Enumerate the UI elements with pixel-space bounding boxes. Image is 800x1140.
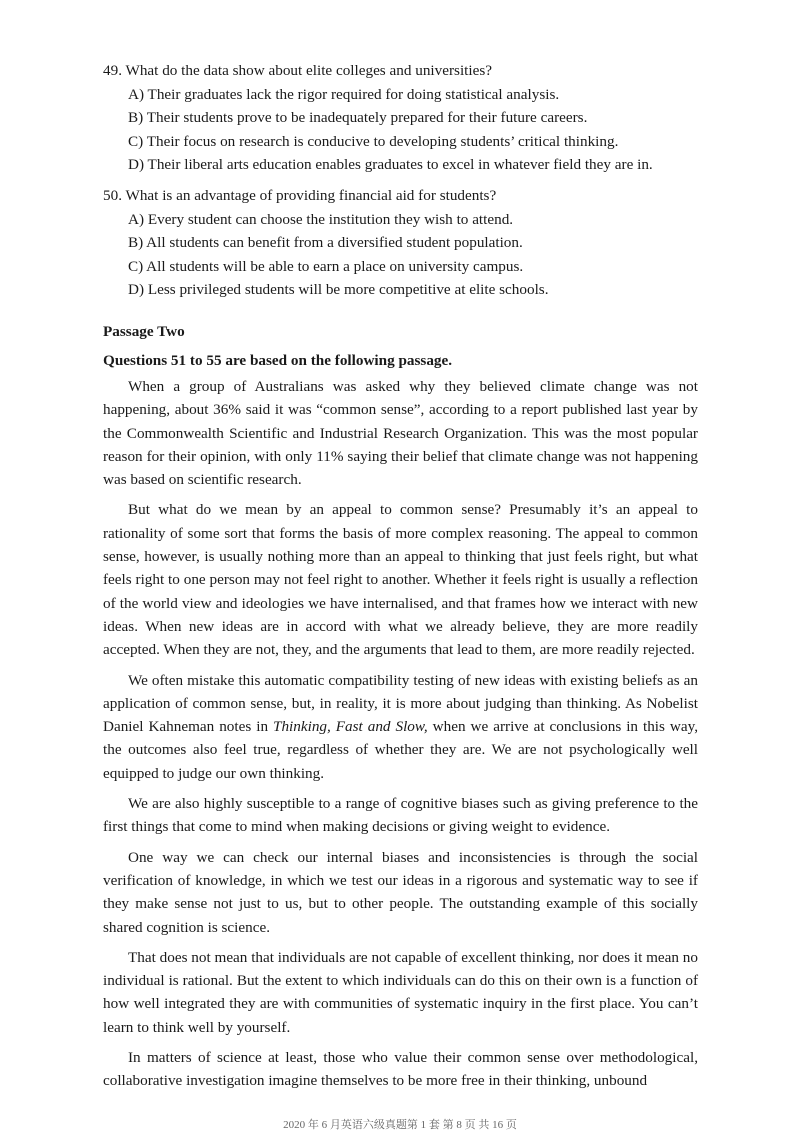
page-footer: 2020 年 6 月英语六级真题第 1 套 第 8 页 共 16 页 xyxy=(283,1119,517,1131)
passage-body xyxy=(103,375,698,1093)
paragraph-4: We are also highly susceptible to a range of cognitive biases such as giving preference to the first things that come to mind when making decisions or giving weight to evidence. xyxy=(103,795,698,836)
paragraph-1: When a group of Australians was asked why they believed climate change was not happening, about 36% said it was “common sense”, according to a report published last year by the Commonwealth Scientific and Industrial Research Organization. This was the most popular reason for their opinion, with only 11% saying their belief that climate change was not happening was based on scientific research. xyxy=(103,378,698,489)
option-a: A) Every student can choose the institution they wish to attend. xyxy=(128,210,514,228)
option-a: A) Their graduates lack the rigor required for doing statistical analysis. xyxy=(128,85,560,103)
passage-instruction: Questions 51 to 55 are based on the following passage. xyxy=(103,352,453,369)
option-d: D) Less privileged students will be more competitive at elite schools. xyxy=(128,281,549,299)
paragraph-5: One way we can check our internal biases and inconsistencies is through the social verification of knowledge, in which we test our ideas in a rigorous and systematic way to see if they make sense not just to us, but to other people. The outstanding example of this socially shared cognition is science. xyxy=(103,848,698,936)
paragraph-2: But what do we mean by an appeal to common sense? Presumably it’s an appeal to rationality of some sort that forms the basis of more complex reasoning. The appeal to common sense, however, is usually nothing more than an appeal to thinking that just feels right, but what feels right to one person may not feel right to another. Whether it feels right is usually a reflection of the world view and ideologies we have internalised, and that frames how we interact with new ideas. When new ideas are in accord with what we already believe, they are more readily accepted. When they are not, they, and the arguments that lead to them, are more readily rejected. xyxy=(103,501,698,659)
question-50 xyxy=(103,184,703,302)
paragraph-3-text-end: when we arrive at conclusions in this way, the outcomes also feel true, regardless of whether they are. We are not psychologically well equipped to judge our own thinking. xyxy=(103,718,698,782)
paragraph-6: That does not mean that individuals are not capable of excellent thinking, nor does it mean no individual is rational. But the extent to which individuals can do this on their own is a function of how well integrated they are with communities of systematic inquiry in the first place. You can’t learn to think well by yourself. xyxy=(103,948,698,1036)
paragraph-3-text-start: We often mistake this automatic compatibility testing of new ideas with existing beliefs as an application of common sense, but, in reality, it is more about judging than thinking. As Nobelist Daniel Kahneman notes in xyxy=(103,671,698,736)
book-title: Thinking, Fast and Slow, xyxy=(273,718,428,736)
option-b: B) All students can benefit from a diversified student population. xyxy=(128,234,523,252)
question-stem: 49. What do the data show about elite colleges and universities? xyxy=(103,62,493,79)
option-c: C) Their focus on research is conducive to developing students’ critical thinking. xyxy=(128,132,619,150)
paragraph-3 xyxy=(103,669,698,785)
option-c: C) All students will be able to earn a place on university campus. xyxy=(128,257,524,275)
question-49 xyxy=(103,59,703,177)
option-d: D) Their liberal arts education enables graduates to excel in whatever field they are in. xyxy=(128,156,653,174)
paragraph-7: In matters of science at least, those who value their common sense over methodological, collaborative investigation imagine themselves to be more free in their thinking, unbound xyxy=(103,1049,698,1090)
passage-title: Passage Two xyxy=(103,323,185,340)
option-b: B) Their students prove to be inadequately prepared for their future careers. xyxy=(128,109,588,127)
question-stem: 50. What is an advantage of providing financial aid for students? xyxy=(103,187,497,204)
